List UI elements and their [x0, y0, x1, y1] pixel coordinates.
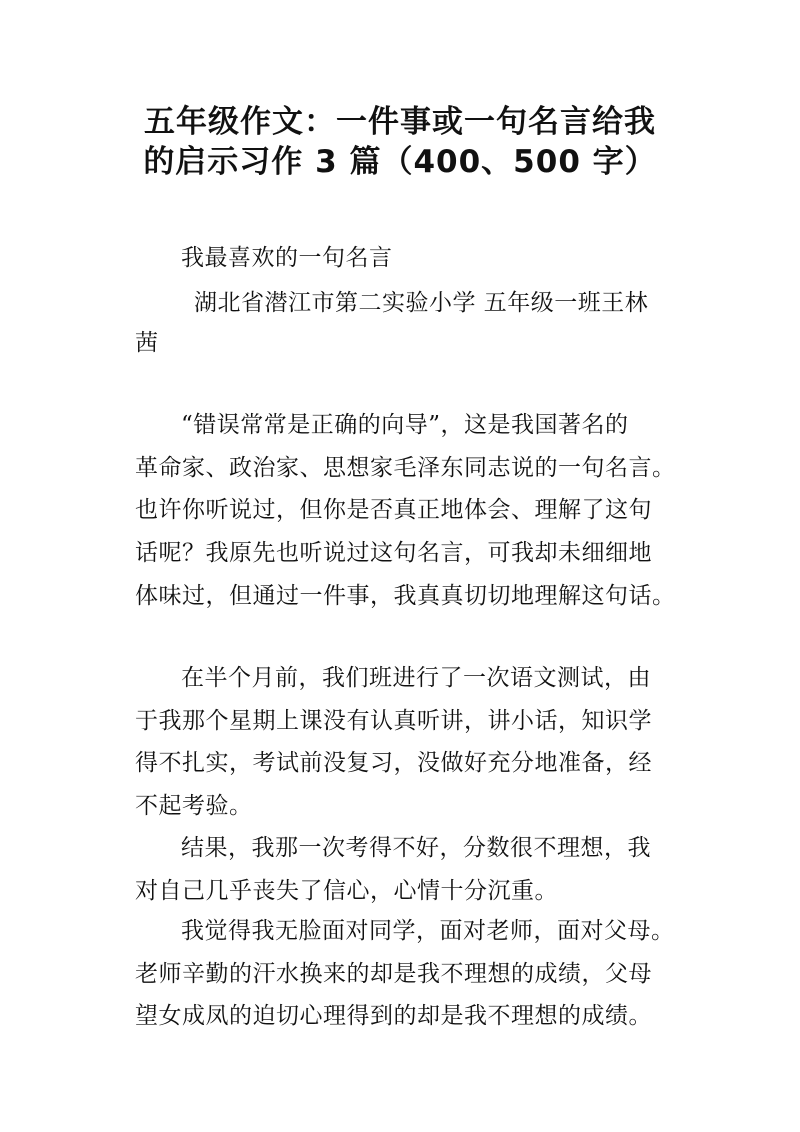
paragraph-line: 在半个月前，我们班进行了一次语文测试，由 [181, 665, 651, 691]
author-line-continuation: 茜 [135, 330, 159, 356]
paragraph-line: 结果，我那一次考得不好，分数很不理想，我 [181, 835, 651, 861]
document-title-line-2: 的启示习作 3 篇（400、500 字） [143, 144, 657, 180]
paragraph-line: 革命家、政治家、思想家毛泽东同志说的一句名言。 [135, 455, 676, 481]
paragraph-line: “错误常常是正确的向导”，这是我国著名的 [181, 412, 629, 438]
essay-subtitle: 我最喜欢的一句名言 [181, 245, 393, 271]
paragraph-line: 老师辛勤的汗水换来的却是我不理想的成绩，父母 [135, 961, 652, 987]
paragraph-line: 望女成凤的迫切心理得到的却是我不理想的成绩。 [135, 1003, 652, 1029]
author-line: 湖北省潜江市第二实验小学 五年级一班王林 [194, 290, 649, 316]
paragraph-line: 不起考验。 [135, 793, 253, 819]
document-title-line-1: 五年级作文：一件事或一句名言给我 [144, 104, 656, 140]
paragraph-line: 话呢？我原先也听说过这句名言，可我却未细细地 [135, 540, 652, 566]
paragraph-line: 于我那个星期上课没有认真听讲，讲小话，知识学 [135, 708, 652, 734]
paragraph-line: 体味过，但通过一件事，我真真切切地理解这句话。 [135, 583, 676, 609]
paragraph-line: 也许你听说过，但你是否真正地体会、理解了这句 [135, 497, 652, 523]
paragraph-line: 我觉得我无脸面对同学，面对老师，面对父母。 [181, 918, 675, 944]
paragraph-line: 对自己几乎丧失了信心，心情十分沉重。 [135, 878, 558, 904]
paragraph-line: 得不扎实，考试前没复习，没做好充分地准备，经 [135, 750, 652, 776]
